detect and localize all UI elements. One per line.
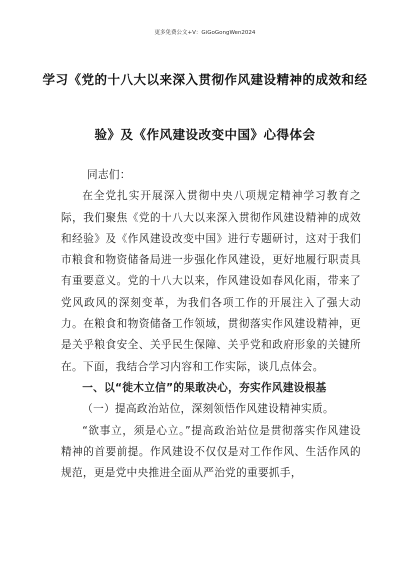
subsection-heading-1: （一）提高政治站位，深刻领悟作风建设精神实质。 (82, 403, 334, 416)
document-body (61, 165, 361, 484)
paragraph-body: “欲事立，须是心立。”提高政治站位是贯彻落实作风建设精神的首要前提。作风建设不仅仅是对工作作风、生活作风的规范，更是党中央推进全面从严治党的重要抓手， (61, 424, 361, 480)
header-note: 更多免费公文+V：GiGoGongWen2024 (154, 30, 256, 36)
paragraph-intro: 在全党扎实开展深入贯彻中央八项规定精神学习教育之际，我们聚焦《党的十八大以来深入贯彻作风建设精神的成效和经验》及《作风建设改变中国》进行专题研讨，这对于我们市粮食和物资储备局进一步强化作风建设，更好地履行职责具有重要意义。党的十八大以来，作风建设如春风化雨，带来了党风政风的深刻变革，为我们各项工作的开展注入了强大动力。在粮食和物资储备工作领域，贯彻落实作风建设精神，更是关乎粮食安全、关乎民生保障、关乎党和政府形象的关键所在。下面，我结合学习内容和工作实际，谈几点体会。 (61, 190, 361, 373)
section-heading-1: 一、以“徙木立信”的果敢决心，夯实作风建设根基 (82, 381, 327, 394)
document-title-line-2: 验》及《作风建设改变中国》心得体会 (94, 127, 316, 142)
document-title-line-1: 学习《党的十八大以来深入贯彻作风建设精神的成效和经 (42, 72, 368, 87)
salutation: 同志们： (87, 169, 131, 181)
